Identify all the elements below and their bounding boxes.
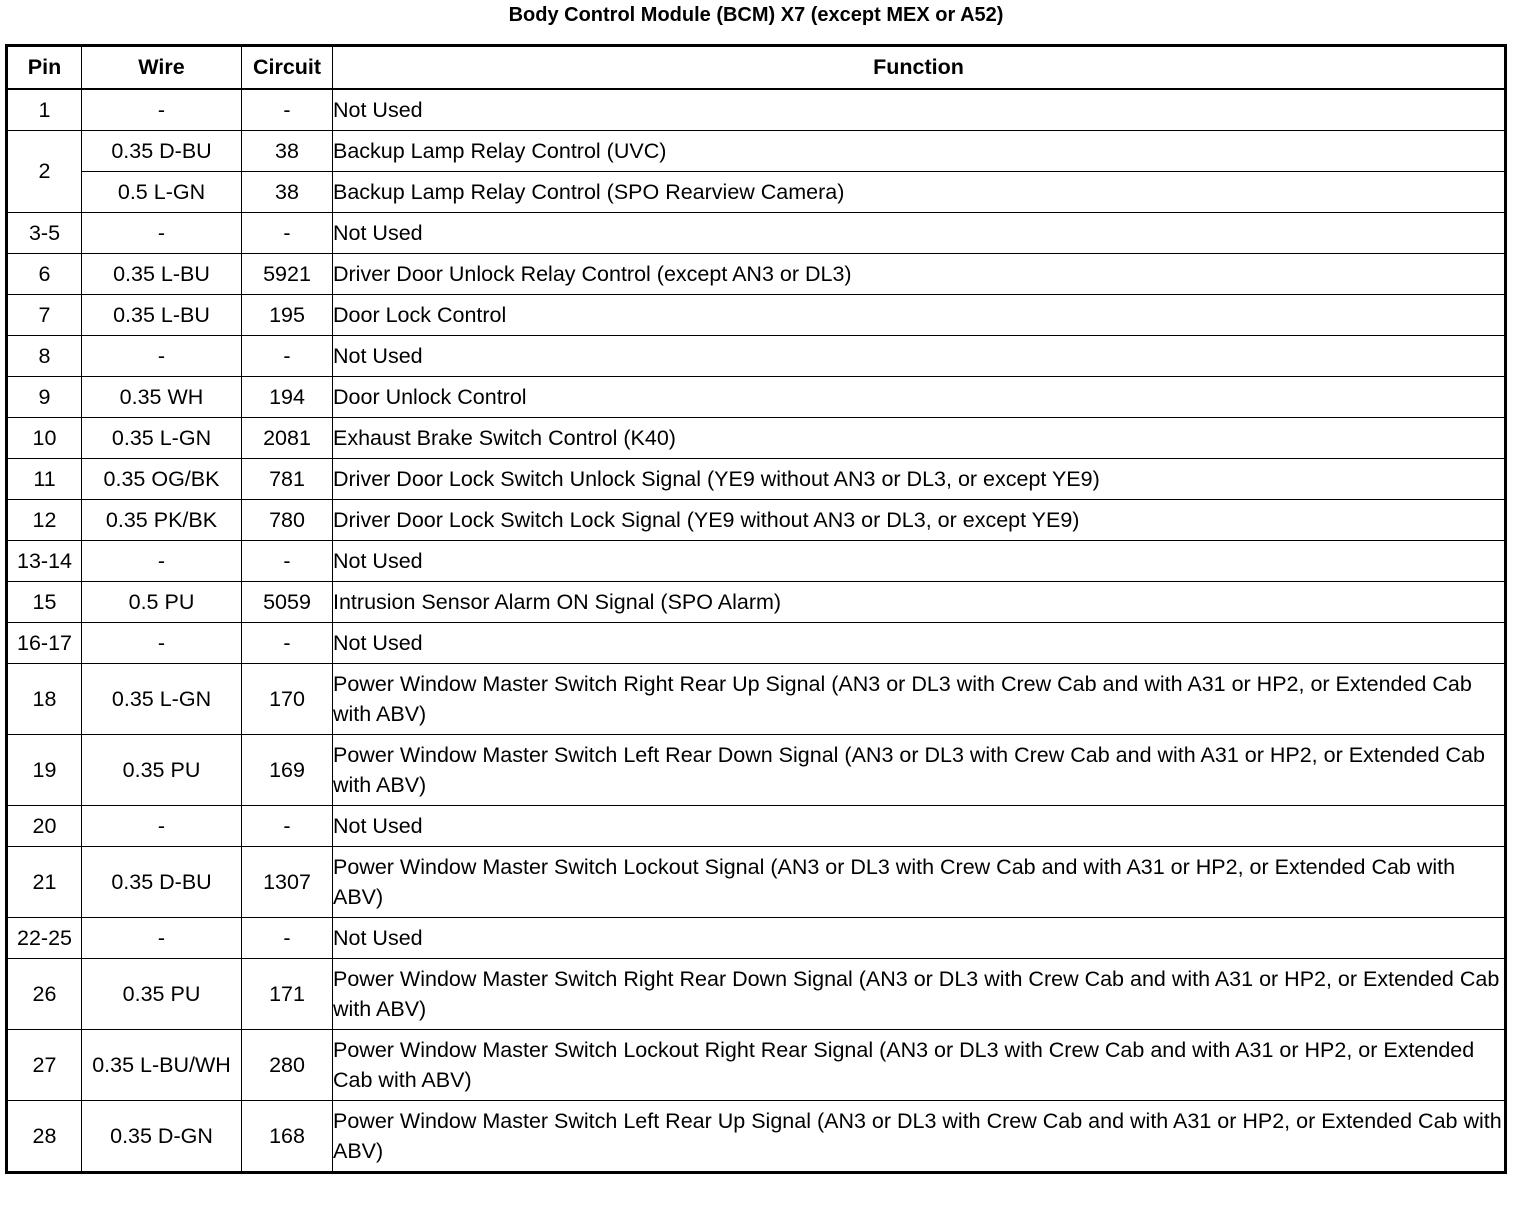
circuit-cell: - [242,918,333,959]
header-function: Function [333,46,1506,90]
circuit-cell: 171 [242,959,333,1030]
wire-cell: 0.5 PU [82,582,242,623]
pin-cell: 21 [7,847,82,918]
function-cell: Power Window Master Switch Left Rear Down Signal (AN3 or DL3 with Crew Cab and with A31 or HP2, or Extended Cab with ABV) [333,735,1506,806]
function-cell: Not Used [333,623,1506,664]
circuit-cell: 169 [242,735,333,806]
page-title: Body Control Module (BCM) X7 (except MEX or A52) [508,4,1004,26]
function-cell: Not Used [333,336,1506,377]
wire-cell: - [82,213,242,254]
function-cell: Power Window Master Switch Lockout Signal (AN3 or DL3 with Crew Cab and with A31 or HP2, or Extended Cab with ABV) [333,847,1506,918]
wire-cell: 0.35 WH [82,377,242,418]
circuit-cell: 195 [242,295,333,336]
circuit-cell: 781 [242,459,333,500]
function-cell: Backup Lamp Relay Control (UVC) [333,131,1506,172]
wire-cell: 0.5 L-GN [82,172,242,213]
table-row [7,806,1506,847]
wire-cell: 0.35 L-BU/WH [82,1030,242,1101]
function-cell: Door Lock Control [333,295,1506,336]
circuit-cell: 5059 [242,582,333,623]
pin-cell: 16-17 [7,623,82,664]
circuit-cell: 38 [242,172,333,213]
table-row [7,1101,1506,1173]
pin-cell: 22-25 [7,918,82,959]
wire-cell: 0.35 L-GN [82,664,242,735]
table-row [7,735,1506,806]
table-row [7,459,1506,500]
pin-cell: 20 [7,806,82,847]
function-cell: Power Window Master Switch Right Rear Down Signal (AN3 or DL3 with Crew Cab and with A31 or HP2, or Extended Cab with ABV) [333,959,1506,1030]
wire-cell: 0.35 PU [82,959,242,1030]
function-cell: Driver Door Lock Switch Lock Signal (YE9 without AN3 or DL3, or except YE9) [333,500,1506,541]
pin-cell: 2 [7,131,82,213]
circuit-cell: 194 [242,377,333,418]
circuit-cell: - [242,806,333,847]
pin-cell: 11 [7,459,82,500]
function-cell: Power Window Master Switch Lockout Right Rear Signal (AN3 or DL3 with Crew Cab and with A31 or HP2, or Extended Cab with ABV) [333,1030,1506,1101]
table-row [7,213,1506,254]
wire-cell: - [82,89,242,131]
circuit-cell: 38 [242,131,333,172]
circuit-cell: 5921 [242,254,333,295]
function-cell: Exhaust Brake Switch Control (K40) [333,418,1506,459]
pinout-table [5,44,1507,1174]
pin-cell: 6 [7,254,82,295]
wire-cell: 0.35 D-BU [82,131,242,172]
pin-cell: 26 [7,959,82,1030]
function-cell: Not Used [333,89,1506,131]
circuit-cell: - [242,336,333,377]
pin-cell: 8 [7,336,82,377]
circuit-cell: 280 [242,1030,333,1101]
pin-cell: 13-14 [7,541,82,582]
table-row [7,131,1506,172]
table-row [7,664,1506,735]
pin-cell: 27 [7,1030,82,1101]
wire-cell: 0.35 L-BU [82,295,242,336]
table-row [7,541,1506,582]
table-row [7,172,1506,213]
table-row [7,1030,1506,1101]
table-row [7,500,1506,541]
function-cell: Not Used [333,541,1506,582]
header-circuit: Circuit [242,46,333,90]
function-cell: Not Used [333,213,1506,254]
table-row [7,295,1506,336]
table-row [7,847,1506,918]
header-pin: Pin [7,46,82,90]
function-cell: Not Used [333,918,1506,959]
circuit-cell: 168 [242,1101,333,1173]
pin-cell: 3-5 [7,213,82,254]
wire-cell: 0.35 L-BU [82,254,242,295]
function-cell: Driver Door Lock Switch Unlock Signal (YE9 without AN3 or DL3, or except YE9) [333,459,1506,500]
function-cell: Not Used [333,806,1506,847]
pin-cell: 18 [7,664,82,735]
function-cell: Door Unlock Control [333,377,1506,418]
pin-cell: 10 [7,418,82,459]
pin-cell: 19 [7,735,82,806]
wire-cell: - [82,541,242,582]
pin-cell: 7 [7,295,82,336]
wire-cell: 0.35 OG/BK [82,459,242,500]
wire-cell: - [82,623,242,664]
header-row [7,46,1506,90]
pin-cell: 9 [7,377,82,418]
wire-cell: 0.35 D-GN [82,1101,242,1173]
header-wire: Wire [82,46,242,90]
function-cell: Power Window Master Switch Left Rear Up Signal (AN3 or DL3 with Crew Cab and with A31 or HP2, or Extended Cab with ABV) [333,1101,1506,1173]
pin-cell: 28 [7,1101,82,1173]
wire-cell: - [82,336,242,377]
wire-cell: 0.35 PU [82,735,242,806]
wire-cell: - [82,918,242,959]
table-row [7,89,1506,131]
function-cell: Backup Lamp Relay Control (SPO Rearview Camera) [333,172,1506,213]
pin-cell: 1 [7,89,82,131]
circuit-cell: - [242,89,333,131]
table-row [7,959,1506,1030]
function-cell: Power Window Master Switch Right Rear Up Signal (AN3 or DL3 with Crew Cab and with A31 or HP2, or Extended Cab with ABV) [333,664,1506,735]
wire-cell: 0.35 PK/BK [82,500,242,541]
table-row [7,623,1506,664]
table-row [7,918,1506,959]
wire-cell: 0.35 L-GN [82,418,242,459]
circuit-cell: - [242,213,333,254]
pin-cell: 12 [7,500,82,541]
wire-cell: - [82,806,242,847]
table-row [7,336,1506,377]
wire-cell: 0.35 D-BU [82,847,242,918]
circuit-cell: - [242,541,333,582]
circuit-cell: 2081 [242,418,333,459]
table-row [7,582,1506,623]
circuit-cell: - [242,623,333,664]
pin-cell: 15 [7,582,82,623]
circuit-cell: 780 [242,500,333,541]
function-cell: Driver Door Unlock Relay Control (except AN3 or DL3) [333,254,1506,295]
function-cell: Intrusion Sensor Alarm ON Signal (SPO Alarm) [333,582,1506,623]
table-row [7,377,1506,418]
table-row [7,254,1506,295]
circuit-cell: 1307 [242,847,333,918]
table-row [7,418,1506,459]
circuit-cell: 170 [242,664,333,735]
